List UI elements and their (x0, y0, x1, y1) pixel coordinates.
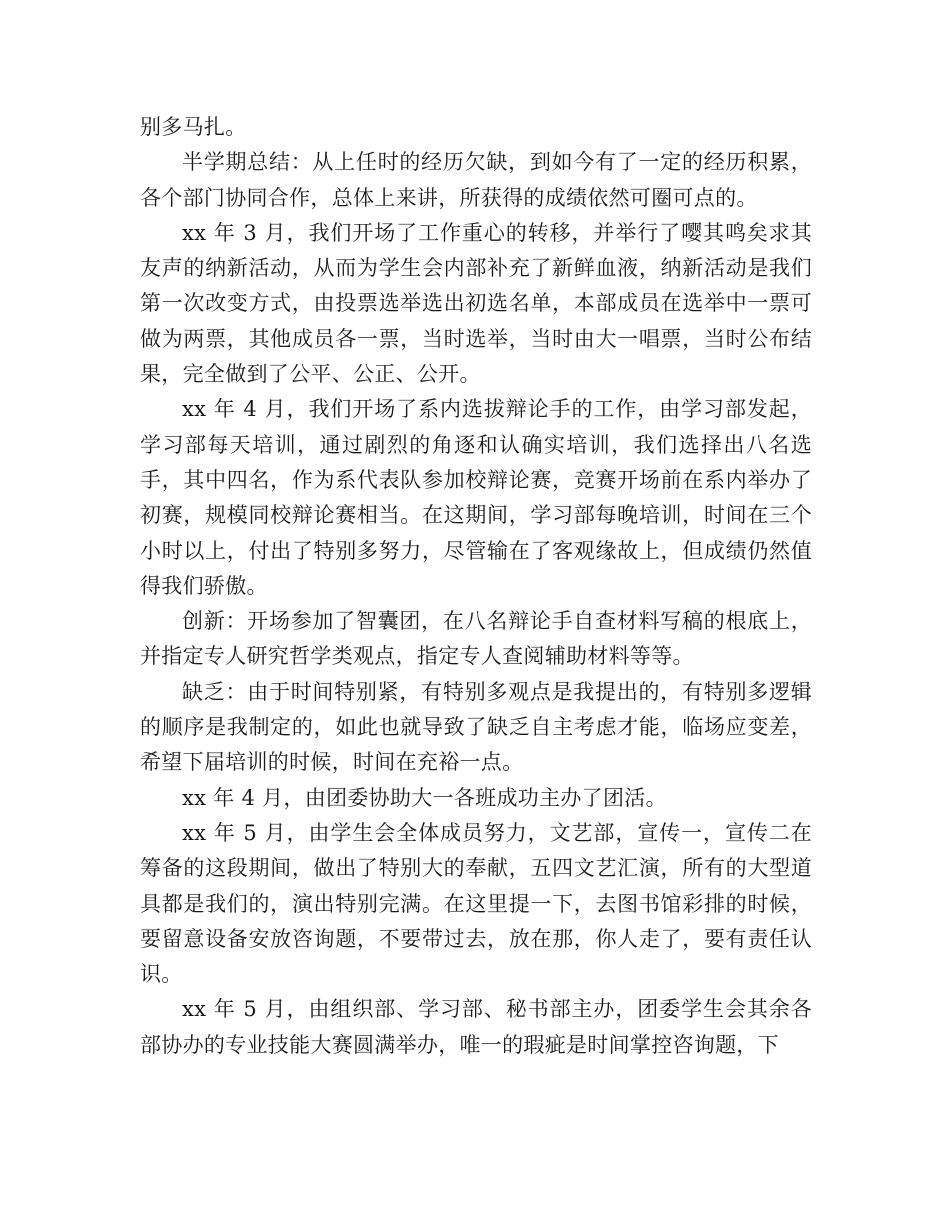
paragraph-1: 半学期总结：从上任时的经历欠缺，到如今有了一定的经历积累，各个部门协同合作，总体上来讲，所获得的成绩依然可圈可点的。 (140, 150, 812, 210)
paragraph-4: 创新：开场参加了智囊团，在八名辩论手自查材料写稿的根底上，并指定专人研究哲学类观点，指定专人查阅辅助材料等等。 (140, 609, 812, 669)
document-body (140, 110, 812, 1063)
paragraph-3: xx 年 4 月，我们开场了系内选拔辩论手的工作，由学习部发起，学习部每天培训，通过剧烈的角逐和认确实培训，我们选择出八名选手，其中四名，作为系代表队参加校辩论赛，竞赛开场前在系内举办了初赛，规模同校辩论赛相当。在这期间，学习部每晚培训，时间在三个小时以上，付出了特别多努力，尽管输在了客观缘故上，但成绩仍然值得我们骄傲。 (140, 397, 812, 598)
paragraph-0: 别多马扎。 (140, 115, 247, 139)
paragraph-6: xx 年 4 月，由团委协助大一各班成功主办了团活。 (182, 785, 667, 810)
paragraph-2: xx 年 3 月，我们开场了工作重心的转移，并举行了嘤其鸣矣求其友声的纳新活动，从而为学生会内部补充了新鲜血液，纳新活动是我们第一次改变方式，由投票选举选出初选名单，本部成员在选举中一票可做为两票，其他成员各一票，当时选举，当时由大一唱票，当时公布结果，完全做到了公平、公正、公开。 (140, 220, 812, 387)
paragraph-8: xx 年 5 月，由组织部、学习部、秘书部主办，团委学生会其余各部协办的专业技能大赛圆满举办，唯一的瑕疵是时间掌控咨询题，下 (140, 997, 812, 1057)
paragraph-7: xx 年 5 月，由学生会全体成员努力，文艺部，宣传一，宣传二在筹备的这段期间，做出了特别大的奉献，五四文艺汇演，所有的大型道具都是我们的，演出特别完满。在这里提一下，去图书馆彩排的时候，要留意设备安放咨询题，不要带过去，放在那，你人走了，要有责任认识。 (140, 820, 812, 987)
paragraph-5: 缺乏：由于时间特别紧，有特别多观点是我提出的，有特别多逻辑的顺序是我制定的，如此也就导致了缺乏自主考虑才能，临场应变差，希望下届培训的时候，时间在充裕一点。 (140, 679, 812, 775)
